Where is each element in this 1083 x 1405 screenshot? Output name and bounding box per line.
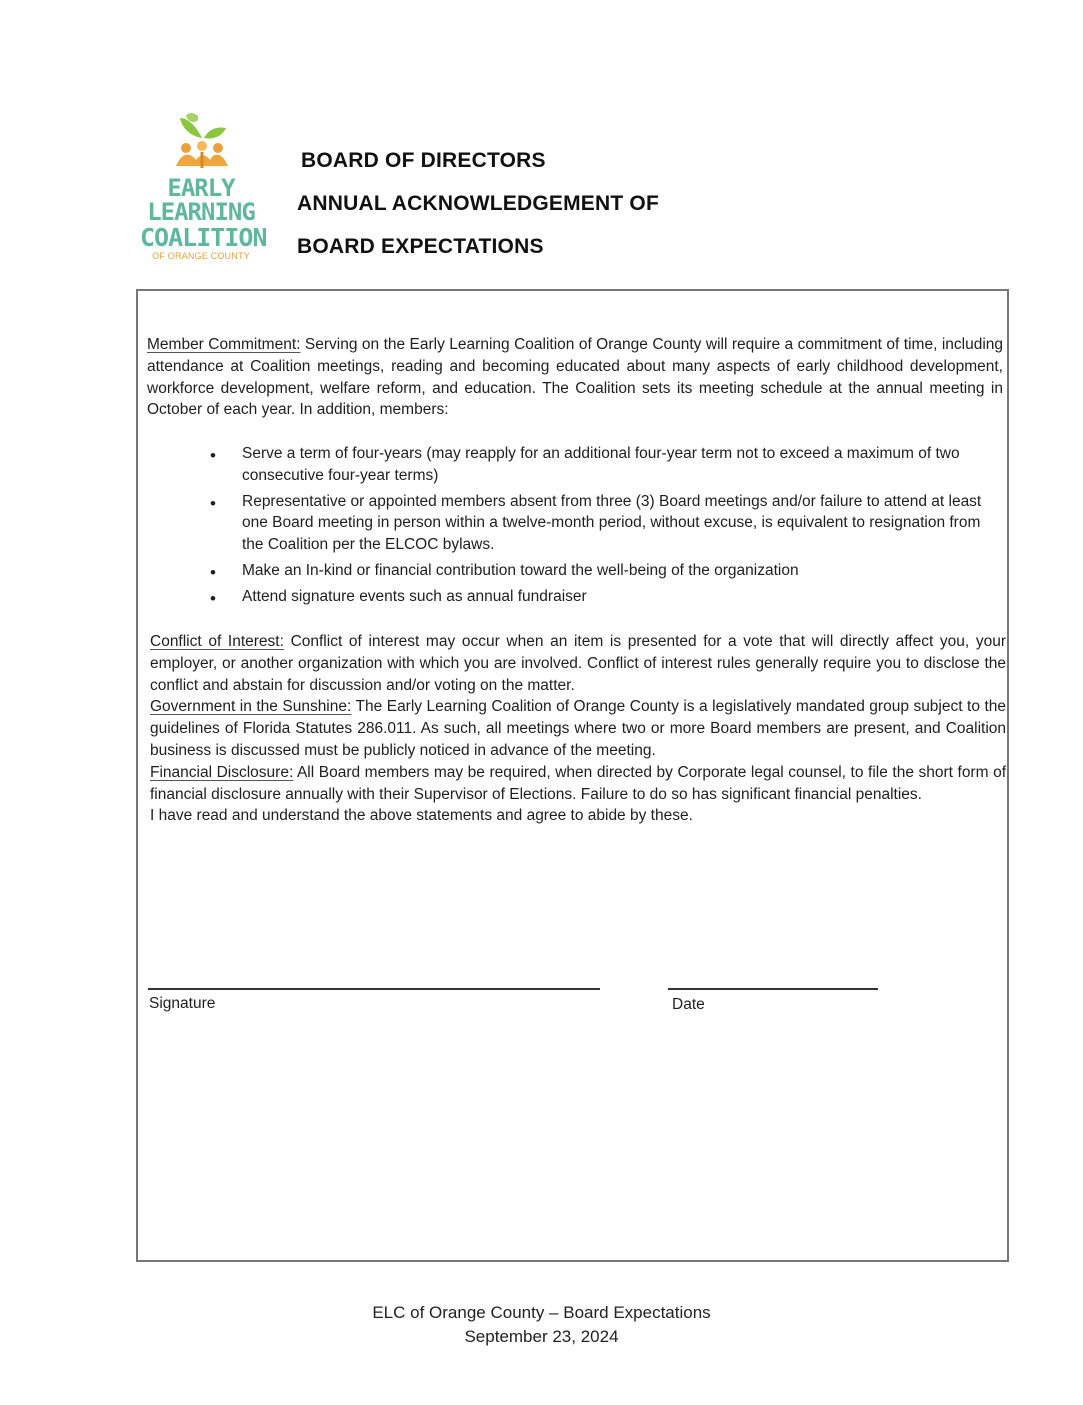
signature-line[interactable] — [148, 988, 600, 990]
list-item: • Representative or appointed members absent from three (3) Board meetings and/or failure to attend at least one Board meeting in person within a twelve-month period, without excuse, is equivalent to resignation from the Coalition per the ELCOC bylaws. — [205, 491, 1005, 556]
financial-disclosure-text: All Board members may be required, when directed by Corporate legal counsel, to file the short form of financial disclosure annually with their Supervisor of Elections. Failure to do so has significant financial penalties. — [150, 763, 1006, 803]
logo-word-early: EARLY — [167, 174, 235, 202]
list-item: • Make an In-kind or financial contribution toward the well-being of the organization — [205, 560, 1005, 582]
list-item: • Serve a term of four-years (may reapply for an additional four-year term not to exceed a maximum of two consecutive four-year terms) — [205, 443, 1005, 487]
sunshine-text: The Early Learning Coalition of Orange County is a legislatively mandated group subject to the guidelines of Florida Statutes 286.011. As such, all meetings where two or more Board members are present, and Coalition business is discussed must be publicly noticed in advance of the meeting. — [150, 698, 1006, 759]
member-commitment-heading: Member Commitment: — [147, 336, 301, 353]
conflict-of-interest-text: Conflict of interest may occur when an item is presented for a vote that will directly affect you, your employer, or another organization with which you are involved. Conflict of interest rules generally require you to disclose the conflict and abstain for discussion and/or voting on the matter. — [150, 633, 1006, 694]
children-leaf-icon — [176, 108, 228, 172]
logo-word-coalition: COALITION — [140, 223, 267, 252]
agreement-statement: I have read and understand the above statements and agree to abide by these. — [150, 807, 693, 825]
sunshine-heading: Government in the Sunshine: — [150, 698, 352, 716]
sunshine-paragraph — [150, 696, 1006, 761]
policy-statements — [150, 631, 1006, 827]
member-commitment-text: Serving on the Early Learning Coalition of Orange County will require a commitment of time, including attendance at Coalition meetings, reading and becoming educated about many aspects of early childhood development, workforce development, welfare reform, and education. The Coalition sets its meeting schedule at the annual meeting in October of each year. In addition, members: — [147, 336, 1003, 419]
header-title-line2: ANNUAL ACKNOWLEDGEMENT OF — [297, 192, 659, 215]
financial-disclosure-heading: Financial Disclosure: — [150, 763, 294, 781]
date-label: Date — [672, 996, 705, 1013]
signature-label: Signature — [149, 995, 216, 1012]
member-requirements-list — [205, 443, 1005, 612]
date-line[interactable] — [668, 988, 878, 990]
financial-disclosure-paragraph — [150, 762, 1006, 806]
header-title-line3: BOARD EXPECTATIONS — [297, 235, 544, 258]
footer-title: ELC of Orange County – Board Expectations — [372, 1303, 711, 1322]
member-commitment-paragraph — [147, 334, 1003, 421]
header-title-line1: BOARD OF DIRECTORS — [301, 149, 546, 172]
list-item: • Attend signature events such as annual fundraiser — [205, 586, 1005, 608]
elc-logo — [140, 108, 267, 264]
conflict-of-interest-paragraph — [150, 631, 1006, 696]
logo-subtitle: OF ORANGE COUNTY — [152, 251, 250, 261]
conflict-of-interest-heading: Conflict of Interest: — [150, 633, 284, 650]
logo-word-learning: LEARNING — [147, 198, 255, 226]
footer-date: September 23, 2024 — [464, 1327, 619, 1346]
